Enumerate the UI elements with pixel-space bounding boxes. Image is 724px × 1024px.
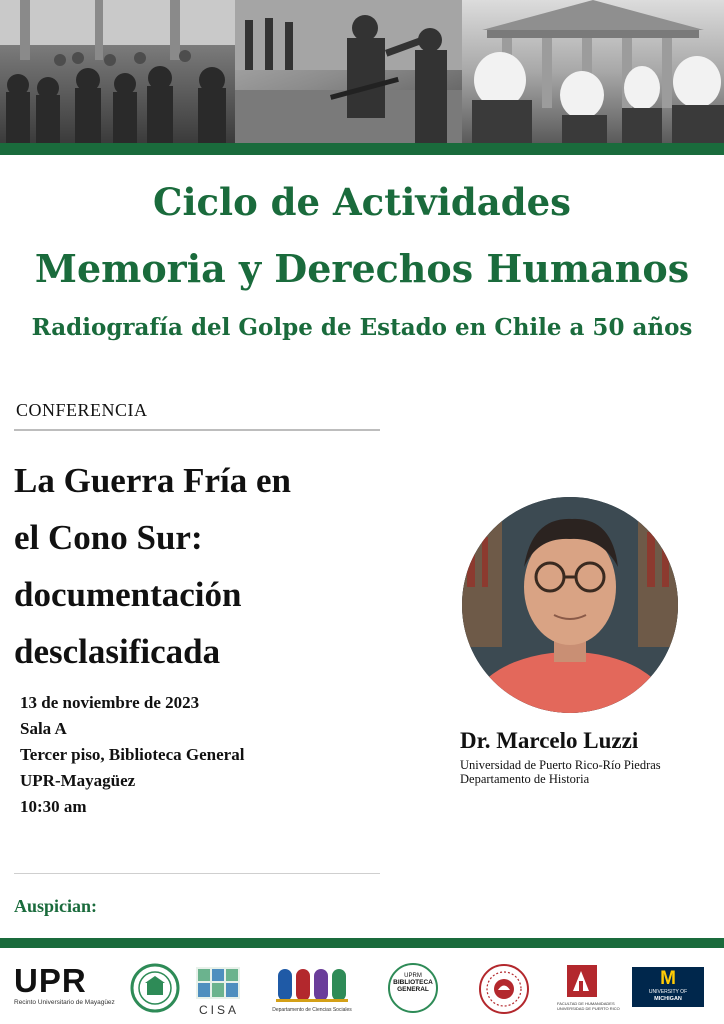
cisa-label: CISA xyxy=(198,1003,239,1017)
event-room: Sala A xyxy=(20,719,67,738)
upr-wordmark: UPR xyxy=(14,962,87,999)
speaker-affiliation xyxy=(460,758,661,786)
upr-seal-logo xyxy=(478,963,530,1019)
umich-logo xyxy=(632,967,704,1007)
humanities-caption2: UNIVERSIDAD DE PUERTO RICO xyxy=(557,1006,620,1011)
header-photo-strip xyxy=(0,0,724,143)
conference-title xyxy=(14,452,394,680)
mothers-plaza-photo xyxy=(462,0,724,143)
sponsors-label: Auspician: xyxy=(14,896,98,916)
humanities-caption: FACULTAD DE HUMANIDADES xyxy=(557,1001,615,1006)
green-seal-logo xyxy=(130,963,180,1017)
green-seal-icon xyxy=(130,963,180,1013)
umich-caption: UNIVERSITY OF xyxy=(648,989,688,995)
event-campus: UPR-Mayagüez xyxy=(20,771,136,790)
series-title-line1: Ciclo de Actividades xyxy=(153,180,571,224)
conference-title-line: documentación xyxy=(14,575,242,614)
library-line1: BIBLIOTECA xyxy=(393,979,433,986)
event-subtitle: Radiografía del Golpe de Estado en Chile a 50 años xyxy=(31,314,693,341)
sponsor-logos xyxy=(0,955,724,1024)
conference-title-line: el Cono Sur: xyxy=(14,518,203,557)
conference-divider xyxy=(14,429,380,431)
speaker-department: Departamento de Historia xyxy=(460,772,590,786)
event-details xyxy=(20,690,244,820)
humanities-icon xyxy=(567,965,597,997)
arrest-photo xyxy=(235,0,462,143)
event-floor: Tercer piso, Biblioteca General xyxy=(20,745,245,764)
event-time: 10:30 am xyxy=(20,797,87,816)
umich-caption2: MICHIGAN xyxy=(654,996,682,1002)
conference-title-line: desclasificada xyxy=(14,632,221,671)
bottom-green-band xyxy=(0,938,724,948)
arrest-photo-art xyxy=(235,0,462,143)
social-sciences-caption: Departamento de Ciencias Sociales xyxy=(272,1007,352,1013)
upr-mayaguez-logo xyxy=(14,962,118,1006)
speaker-university: Universidad de Puerto Rico-Río Piedras xyxy=(460,758,661,772)
library-seal xyxy=(388,963,438,1013)
top-green-band xyxy=(0,143,724,155)
speaker-portrait-art xyxy=(462,497,678,713)
soldiers-photo-art xyxy=(0,0,235,143)
series-title-line2: Memoria y Derechos Humanos xyxy=(34,246,690,291)
conference-title-line: La Guerra Fría en xyxy=(14,461,292,500)
umich-block-m: M xyxy=(660,968,676,989)
bottom-divider xyxy=(14,873,380,874)
upr-seal-icon xyxy=(478,963,530,1015)
speaker-portrait xyxy=(462,497,678,713)
mothers-plaza-photo-art xyxy=(462,0,724,143)
library-line2: GENERAL xyxy=(397,986,429,993)
speaker-name: Dr. Marcelo Luzzi xyxy=(460,728,639,753)
library-top: UPRM xyxy=(404,973,422,979)
library-logo xyxy=(388,963,438,1013)
conference-label: CONFERENCIA xyxy=(16,400,148,420)
social-sciences-icon xyxy=(276,965,348,1003)
cisa-icon xyxy=(196,967,240,999)
event-date: 13 de noviembre de 2023 xyxy=(20,693,200,712)
social-sciences-logo xyxy=(270,965,354,1013)
humanities-logo xyxy=(557,965,620,1011)
soldiers-photo xyxy=(0,0,235,143)
upr-caption: Recinto Universitario de Mayagüez xyxy=(14,999,115,1006)
cisa-logo xyxy=(196,967,242,1017)
